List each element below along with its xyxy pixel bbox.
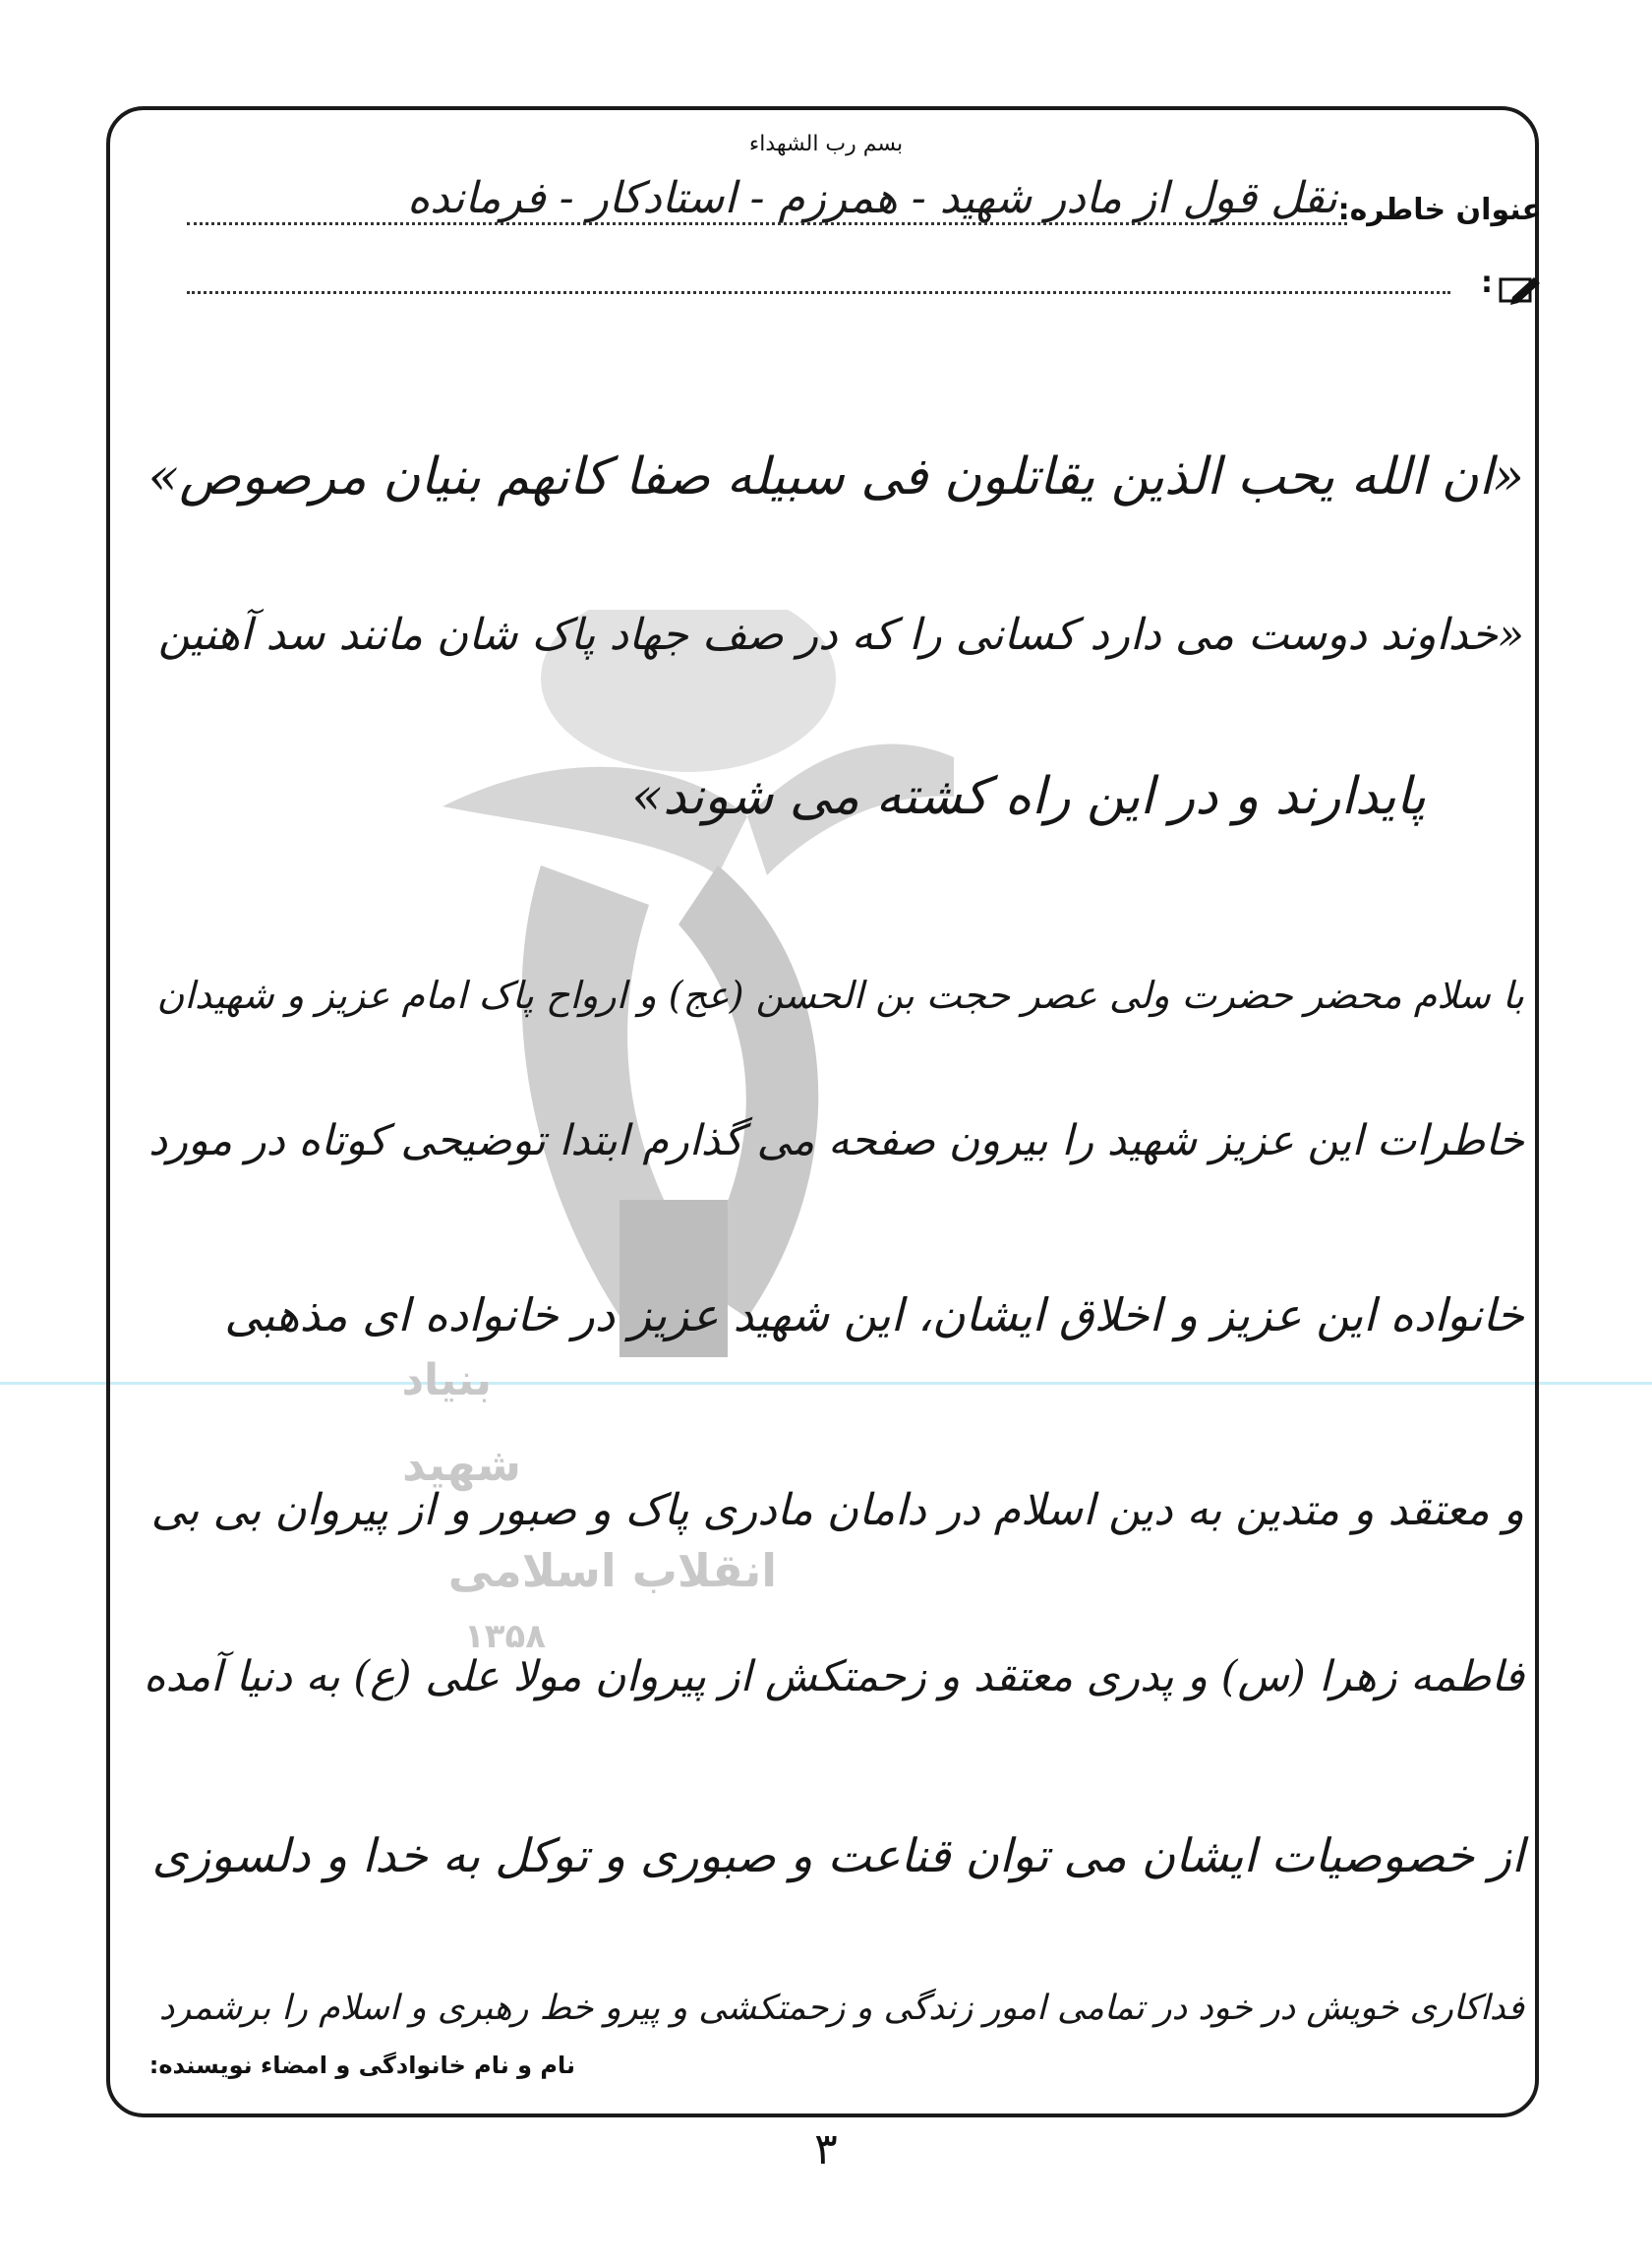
author-dotted-line [187, 291, 1450, 294]
author-colon: : [1481, 266, 1493, 300]
author-signature-label: نام و نام خانوادگی و امضاء نویسنده: [148, 2052, 575, 2079]
pen-icon [1499, 273, 1542, 307]
bismillah-heading: بسم رب الشهداء [748, 132, 904, 156]
body-line-10: فداکاری خویش در خود در تمامی امور زندگی و زحمتکشی و پیرو خط رهبری و اسلام را برشمرد [158, 1989, 1524, 2028]
memory-title-value: نقل قول از مادر شهید - همرزم - استادکار - فرمانده [407, 173, 1337, 223]
memory-title-label: عنوان خاطره: [1337, 193, 1542, 227]
body-line-9: از خصوصیات ایشان می توان قناعت و صبوری و توکل به خدا و دلسوزی [151, 1829, 1524, 1883]
body-line-3: پایدارند و در این راه کشته می شوند» [631, 767, 1426, 826]
watermark-year: ۱۳۵۸ [463, 1617, 546, 1656]
watermark-line2: شهید [402, 1438, 521, 1491]
watermark-line3: انقلاب اسلامی [447, 1544, 777, 1597]
page-frame [106, 106, 1539, 2117]
body-line-5: خاطرات این عزیز شهید را بیرون صفحه می گذارم ابتدا توضیحی کوتاه در مورد [148, 1116, 1524, 1165]
watermark-line1: بنیاد [401, 1355, 492, 1405]
body-line-6: خانواده این عزیز و اخلاق ایشان، این شهید عزیز در خانواده ای مذهبی [224, 1288, 1524, 1341]
body-line-4: با سلام محضر حضرت ولی عصر حجت بن الحسن (عج) و ارواح پاک امام عزیز و شهیدان [156, 974, 1524, 1017]
body-line-8: فاطمه زهرا (س) و پدری معتقد و زحمتکش از پیروان مولا علی (ع) به دنیا آمده [144, 1652, 1524, 1701]
body-line-2: «خداوند دوست می دارد کسانی را که در صف جهاد پاک شان مانند سد آهنین [157, 610, 1524, 660]
title-dotted-line [187, 222, 1347, 225]
body-line-7: و معتقد و متدین به دین اسلام در دامان مادری پاک و صبور و از پیروان بی بی [150, 1485, 1524, 1535]
body-line-1: «ان الله یحب الذین یقاتلون فی سبیله صفا کانهم بنیان مرصوص» [148, 447, 1524, 506]
page-number: ۳ [814, 2124, 838, 2174]
